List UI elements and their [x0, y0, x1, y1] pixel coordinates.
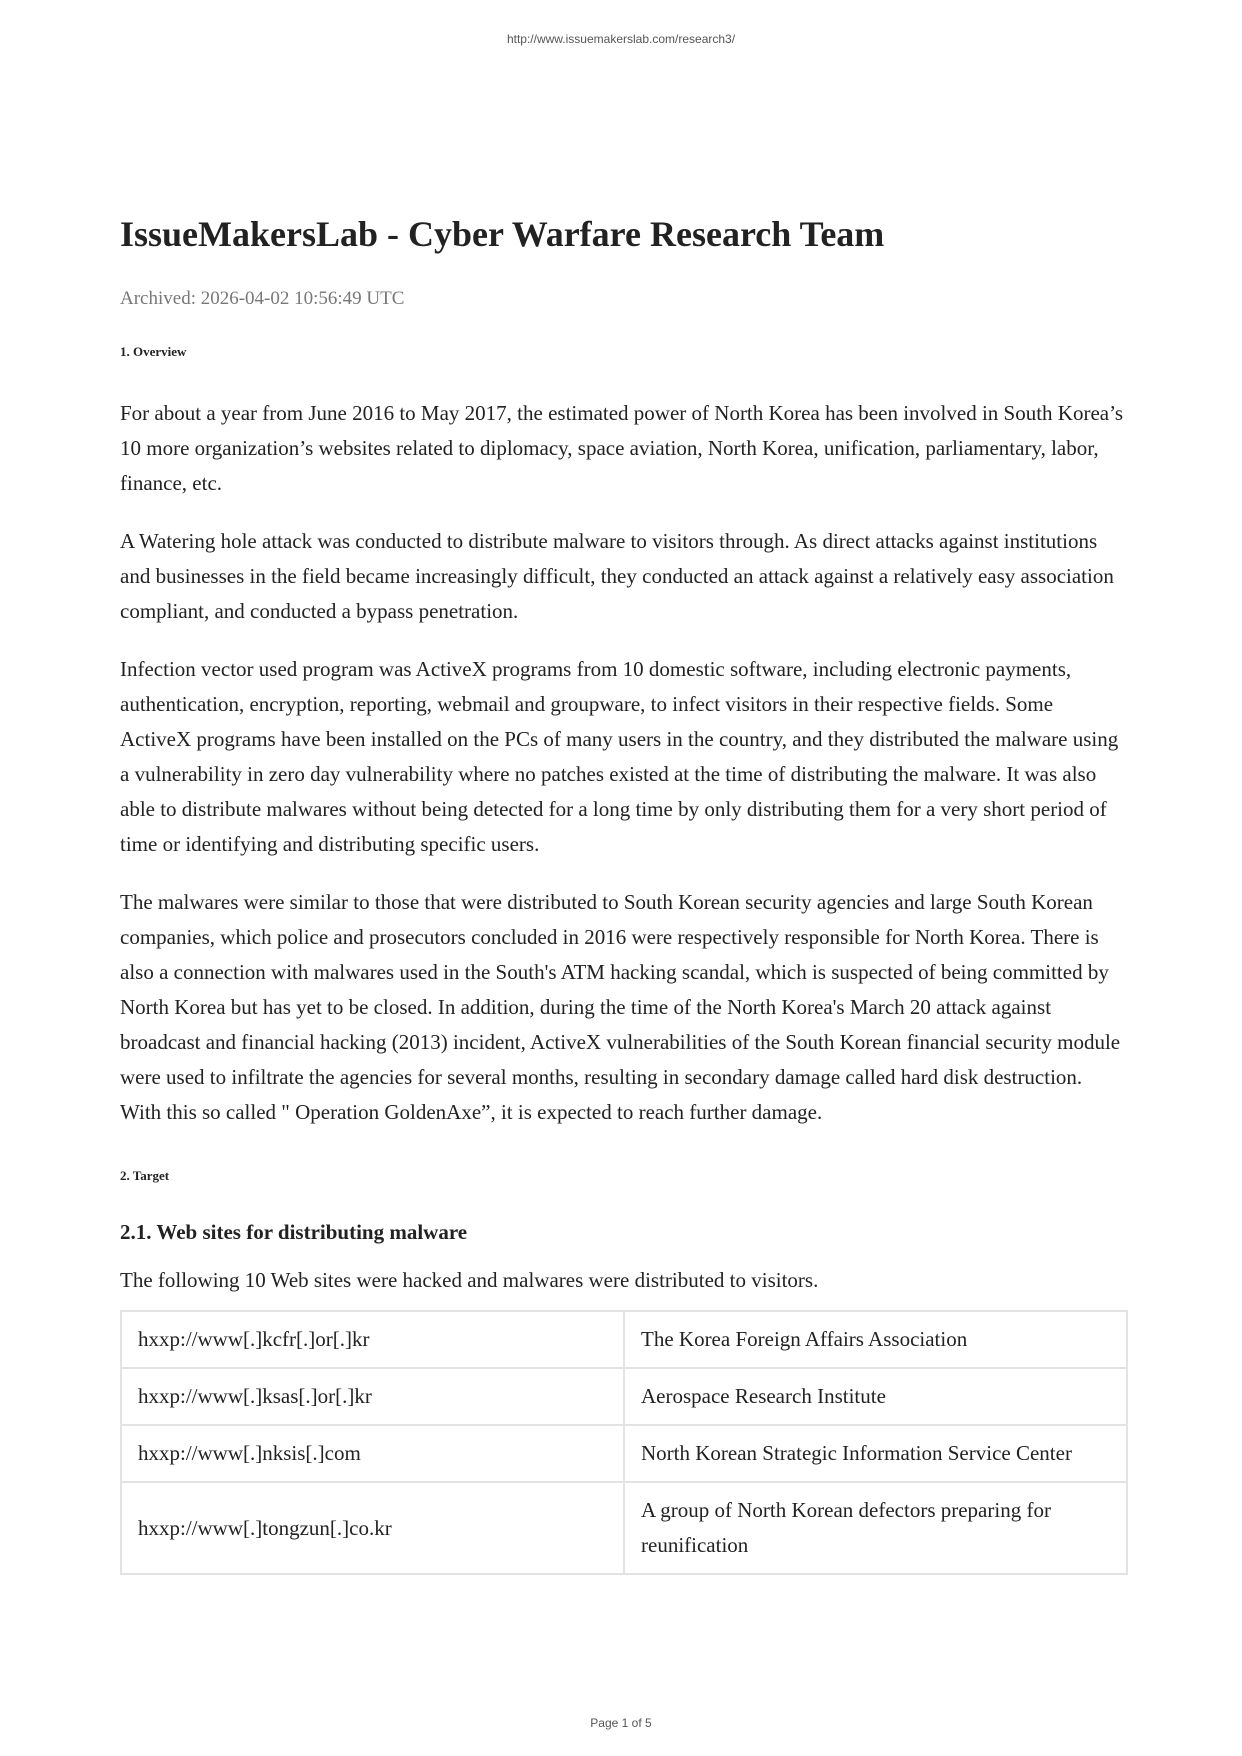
site-url-cell: hxxp://www[.]ksas[.]or[.]kr: [121, 1368, 624, 1425]
page-url-header: http://www.issuemakerslab.com/research3/: [506, 32, 736, 46]
paragraph: A Watering hole attack was conducted to distribute malware to visitors through. As direct attacks against institutions and businesses in the field became increasingly difficult, they conducted an attack against a relatively easy association compliant, and conducted a bypass penetration.: [120, 529, 1114, 623]
page-number: Page 1 of 5: [590, 1716, 652, 1730]
paragraph: The malwares were similar to those that were distributed to South Korean security agencies and large South Korean companies, which police and prosecutors concluded in 2016 were respectively responsible for North Korea. There is also a connection with malwares used in the South's ATM hacking scandal, which is suspected of being committed by North Korea but has yet to be closed. In addition, during the time of the North Korea's March 20 attack against broadcast and financial hacking (2013) incident, ActiveX vulnerabilities of the South Korean financial security module were used to infiltrate the agencies for several months, resulting in secondary damage called hard disk destruction. With this so called " Operation GoldenAxe”, it is expected to reach further damage.: [120, 890, 1121, 1124]
section-heading-target: 2. Target: [120, 1168, 170, 1183]
site-name-cell: A group of North Korean defectors preparing for reunification: [624, 1482, 1127, 1574]
site-url-cell: hxxp://www[.]kcfr[.]or[.]kr: [121, 1311, 624, 1368]
table-row: [121, 1311, 1127, 1368]
site-url-cell: hxxp://www[.]nksis[.]com: [121, 1425, 624, 1482]
subsection-heading: 2.1. Web sites for distributing malware: [120, 1220, 468, 1244]
archived-timestamp: Archived: 2026-04-02 10:56:49 UTC: [120, 288, 405, 309]
table-row: [121, 1482, 1127, 1574]
table-row: [121, 1368, 1127, 1425]
table-intro: The following 10 Web sites were hacked and malwares were distributed to visitors.: [120, 1268, 819, 1292]
paragraph: For about a year from June 2016 to May 2017, the estimated power of North Korea has been involved in South Korea’s 10 more organization’s websites related to diplomacy, space aviation, North Korea, unification, parliamentary, labor, finance, etc.: [120, 401, 1124, 495]
section-heading-overview: 1. Overview: [120, 344, 187, 359]
site-url-cell: hxxp://www[.]tongzun[.]co.kr: [121, 1482, 624, 1574]
site-name-cell: Aerospace Research Institute: [624, 1368, 1127, 1425]
malware-sites-table: [120, 1310, 1128, 1575]
site-name-cell: The Korea Foreign Affairs Association: [624, 1311, 1127, 1368]
table-row: [121, 1425, 1127, 1482]
document-body: [120, 210, 1128, 1575]
site-name-cell: North Korean Strategic Information Service Center: [624, 1425, 1127, 1482]
page-title: IssueMakersLab - Cyber Warfare Research Team: [120, 214, 885, 254]
paragraph: Infection vector used program was ActiveX programs from 10 domestic software, including electronic payments, authentication, encryption, reporting, webmail and groupware, to infect visitors in their respective fields. Some ActiveX programs have been installed on the PCs of many users in the country, and they distributed the malware using a vulnerability in zero day vulnerability where no patches existed at the time of distributing the malware. It was also able to distribute malwares without being detected for a long time by only distributing them for a very short period of time or identifying and distributing specific users.: [120, 657, 1119, 856]
